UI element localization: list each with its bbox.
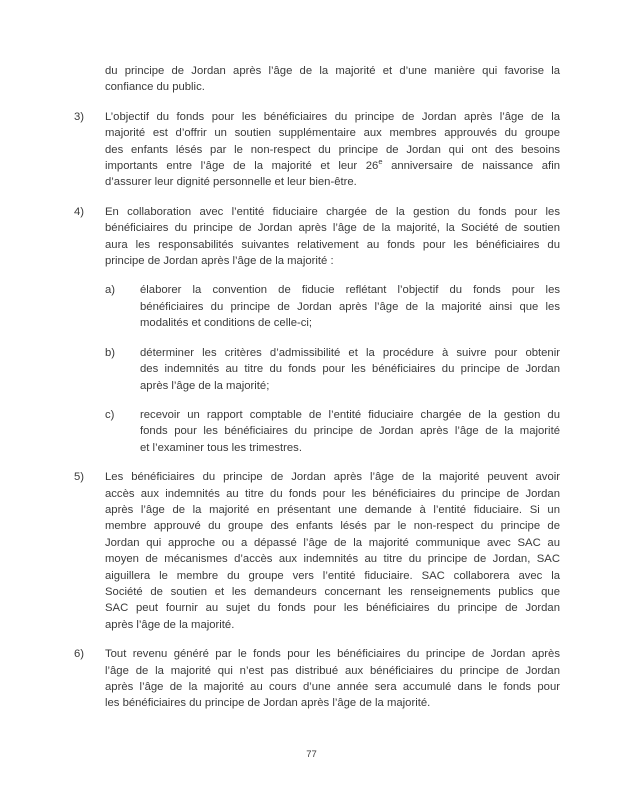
- text-line: des indemnités au titre du fonds pour les bénéficiaires du principe de Jordan: [140, 363, 560, 376]
- sub-item-b-marker: b): [105, 346, 116, 359]
- text-line: accès aux indemnités au titre du fonds pour les bénéficiaires du principe de Jordan: [105, 487, 560, 500]
- text-line: après l’âge de la majorité.: [105, 618, 235, 631]
- item-6-text: [105, 646, 560, 712]
- page-number: 77: [306, 749, 317, 760]
- text-line: bénéficiaires du principe de Jordan après l’âge de la majorité ainsi que les: [140, 300, 560, 313]
- text-line: Tout revenu généré par le fonds pour les bénéficiaires du principe de Jordan après: [105, 648, 560, 661]
- text-line: modalités et conditions de celle-ci;: [140, 317, 313, 330]
- list-item-6: [74, 646, 560, 712]
- sub-item-b-text: [140, 345, 560, 394]
- text-line: aiguillera le membre du groupe vers l’entité fiduciaire. SAC collaborera avec la: [105, 569, 560, 582]
- text-line: élaborer la convention de fiducie reflétant l’objectif du fonds pour les: [140, 284, 560, 297]
- sub-item-a: [105, 282, 560, 331]
- text-line: après l’âge de la majorité en présentant une demande à l’entité fiduciaire. Si un: [105, 503, 560, 516]
- item-6-marker: 6): [74, 648, 85, 661]
- text-line: après l’âge de la majorité;: [140, 379, 270, 392]
- text-line: après l’âge de la majorité au cours d’une année sera accumulé dans le fonds pour: [105, 681, 560, 693]
- item-3-lines-before-sup: [105, 109, 560, 158]
- text-line: fonds pour les bénéficiaires du principe de Jordan après l’âge de la majorité: [140, 425, 560, 438]
- item-4-marker: 4): [74, 205, 85, 218]
- sub-item-c: [105, 407, 560, 456]
- text-line: les bénéficiaires du principe de Jordan après l’âge de la majorité.: [105, 697, 431, 710]
- text-line: aura les responsabilités suivantes relativement au fonds pour les bénéficiaires du: [105, 238, 560, 251]
- item-3-marker: 3): [74, 110, 85, 123]
- text-line: Société de soutien et les demandeurs concernant les renseignements publics que: [105, 585, 560, 598]
- list-item-5: [74, 469, 560, 633]
- sub-item-c-text: [140, 407, 560, 456]
- text-line: recevoir un rapport comptable de l’entité fiduciaire chargée de la gestion du: [140, 408, 560, 421]
- item-5-marker: 5): [74, 471, 85, 484]
- text-line: L’objectif du fonds pour les bénéficiaires du principe de Jordan après l’âge de la: [105, 110, 560, 123]
- list-item-3: [74, 109, 560, 191]
- text-line: moyen de mécanismes d’accès aux indemnités au titre du principe de Jordan, SAC: [105, 553, 560, 566]
- text-line: du principe de Jordan après l’âge de la majorité et d’une manière qui favorise la: [105, 65, 560, 77]
- item-4-text: [105, 204, 560, 270]
- item-5-text: [105, 469, 560, 633]
- list-item-4: [74, 204, 560, 270]
- text-line: Les bénéficiaires du principe de Jordan après l’âge de la majorité peuvent avoir: [105, 471, 560, 484]
- paragraph-continuation-lines: [105, 63, 560, 96]
- body-text: [74, 63, 560, 725]
- text-line: principe de Jordan après l’âge de la majorité :: [105, 255, 334, 268]
- text-line: Jordan qui approche ou a dépassé l’âge de la majorité communique avec SAC au: [105, 536, 560, 549]
- text-line: bénéficiaires du principe de Jordan après l’âge de la majorité, la Société de soutien: [105, 222, 560, 235]
- sub-item-c-marker: c): [105, 408, 115, 421]
- text-line: des enfants lésés par le non-respect du principe de Jordan qui ont des besoins: [105, 143, 560, 156]
- text-line: SAC peut fournir au sujet du fonds pour les bénéficiaires du principe de Jordan: [105, 602, 560, 615]
- text-line: majorité est d’offrir un soutien supplémentaire aux membres approuvés du groupe: [105, 127, 560, 140]
- text-line: membre approuvé du groupe des enfants lésés par le non-respect du principe de: [105, 520, 560, 533]
- sub-item-a-marker: a): [105, 284, 116, 297]
- sub-item-b: [105, 345, 560, 394]
- text-line: l’âge de la majorité qui n’est pas distribué aux bénéficiaires du principe de Jordan: [105, 664, 560, 677]
- sup-line-pre: importants entre l’âge de la majorité et leur 26: [105, 160, 379, 173]
- text-line: confiance du public.: [105, 81, 205, 94]
- text-line: En collaboration avec l’entité fiduciaire chargée de la gestion du fonds pour les: [105, 205, 560, 218]
- ordinal-superscript: e: [378, 157, 383, 167]
- item-3-last-line: d’assurer leur dignité personnelle et leur bien-être.: [105, 176, 357, 189]
- item-3-text: [105, 109, 560, 191]
- text-line: déterminer les critères d’admissibilité et la procédure à suivre pour obtenir: [140, 346, 560, 359]
- sub-item-a-text: [140, 282, 560, 331]
- text-line: et l’examiner tous les trimestres.: [140, 441, 302, 454]
- paragraph-continuation: [105, 63, 560, 96]
- item-3-superscript-line: [105, 158, 560, 174]
- sup-line-post: anniversaire de naissance afin: [382, 160, 560, 173]
